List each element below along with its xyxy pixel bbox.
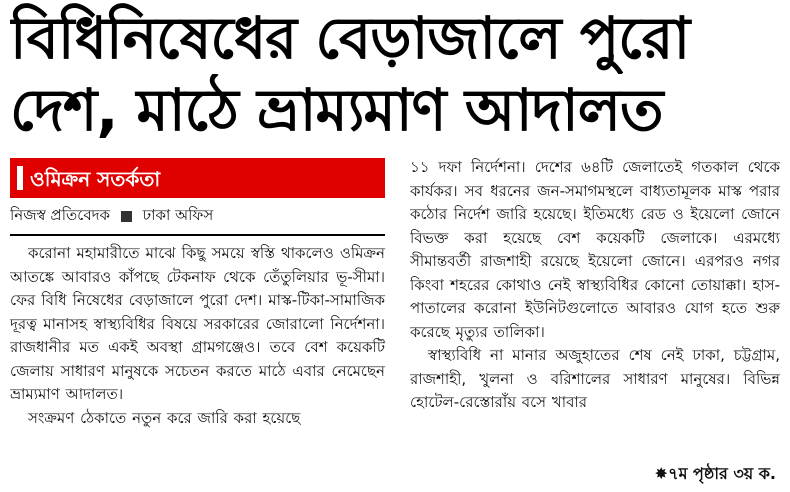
headline-line-1: বিধিনিষেধের বেড়াজালে পুরো <box>10 4 690 72</box>
article-paragraph: সংক্রমণ ঠেকাতে নতুন করে জারি করা হয়েছে <box>28 408 301 427</box>
headline <box>10 2 780 146</box>
continued-on-page-label: ৭ম পৃষ্ঠার ৩য় ক. <box>668 464 776 483</box>
continued-on-page[interactable] <box>654 461 776 488</box>
section-tag <box>10 158 385 198</box>
headline-line-2: দেশ, মাঠে ভ্রাম্যমাণ আদালত <box>10 76 663 144</box>
square-bullet-icon <box>121 211 132 222</box>
byline <box>10 204 385 236</box>
byline-reporter: নিজস্ব প্রতিবেদক <box>10 206 111 224</box>
tag-marker <box>17 166 23 190</box>
star-bullet-icon: ✸ <box>654 464 668 483</box>
article-paragraph: স্বাস্থ্যবিধি না মানার অজুহাতের শেষ নেই ঢাকা, চট্টগ্রাম, রাজশাহী, খুলনা ও বরিশালের সাধারণ মানুষের। বিভিন্ন হোটেল-রেস্তোরাঁয় বসে খাবার <box>410 346 780 411</box>
section-tag-label: ওমিক্রন সতর্কতা <box>30 167 161 191</box>
article-paragraph: ১১ দফা নির্দেশনা। দেশের ৬৪টি জেলাতেই গতকাল থেকে কার্যকর। সব ধরনের জন-সমাগমস্থলে বাধ্যতামূলক মাস্ক পরার কঠোর নির্দেশ জারি হয়েছে। ইতিমধ্যে রেড ও ইয়েলো জোনে বিভক্ত করা হয়েছে বেশ কয়েকটি জেলাকে। এরমধ্যে সীমান্তবর্তী রাজশাহী রয়েছে ইয়েলো জোনে। এরপরও নগর কিংবা শহরের কোথাও নেই স্বাস্থ্যবিধির কোনো তোয়াক্কা। হাস-পাতালের করোনা ইউনিটগুলোতে আবারও যোগ হতে শুরু করেছে মৃত্যুর তালিকা। <box>410 158 780 341</box>
byline-location: ঢাকা অফিস <box>142 206 214 224</box>
article-paragraph: করোনা মহামারীতে মাঝে কিছু সময়ে স্বস্তি থাকলেও ওমিক্রন আতঙ্কে আবারও কাঁপছে টেকনাফ থেকে তেঁতুলিয়ার ভূ-সীমা। ফের বিধি নিষেধের বেড়াজালে পুরো দেশ। মাস্ক-টিকা-সামাজিক দূরত্ব মানাসহ স্বাস্থ্যবিধির বিষয়ে সরকারের জোরালো নির্দেশনা। রাজধানীর মত একই অবস্থা গ্রামগঞ্জেও। তবে বেশ কয়েকটি জেলায় সাধারণ মানুষকে সচেতন করতে মাঠে এবার নেমেছেন ভ্রাম্যমাণ আদালত। <box>10 244 385 403</box>
right-column <box>410 156 782 490</box>
left-column <box>10 158 388 488</box>
left-column-text <box>10 242 385 430</box>
right-column-text <box>410 156 780 415</box>
